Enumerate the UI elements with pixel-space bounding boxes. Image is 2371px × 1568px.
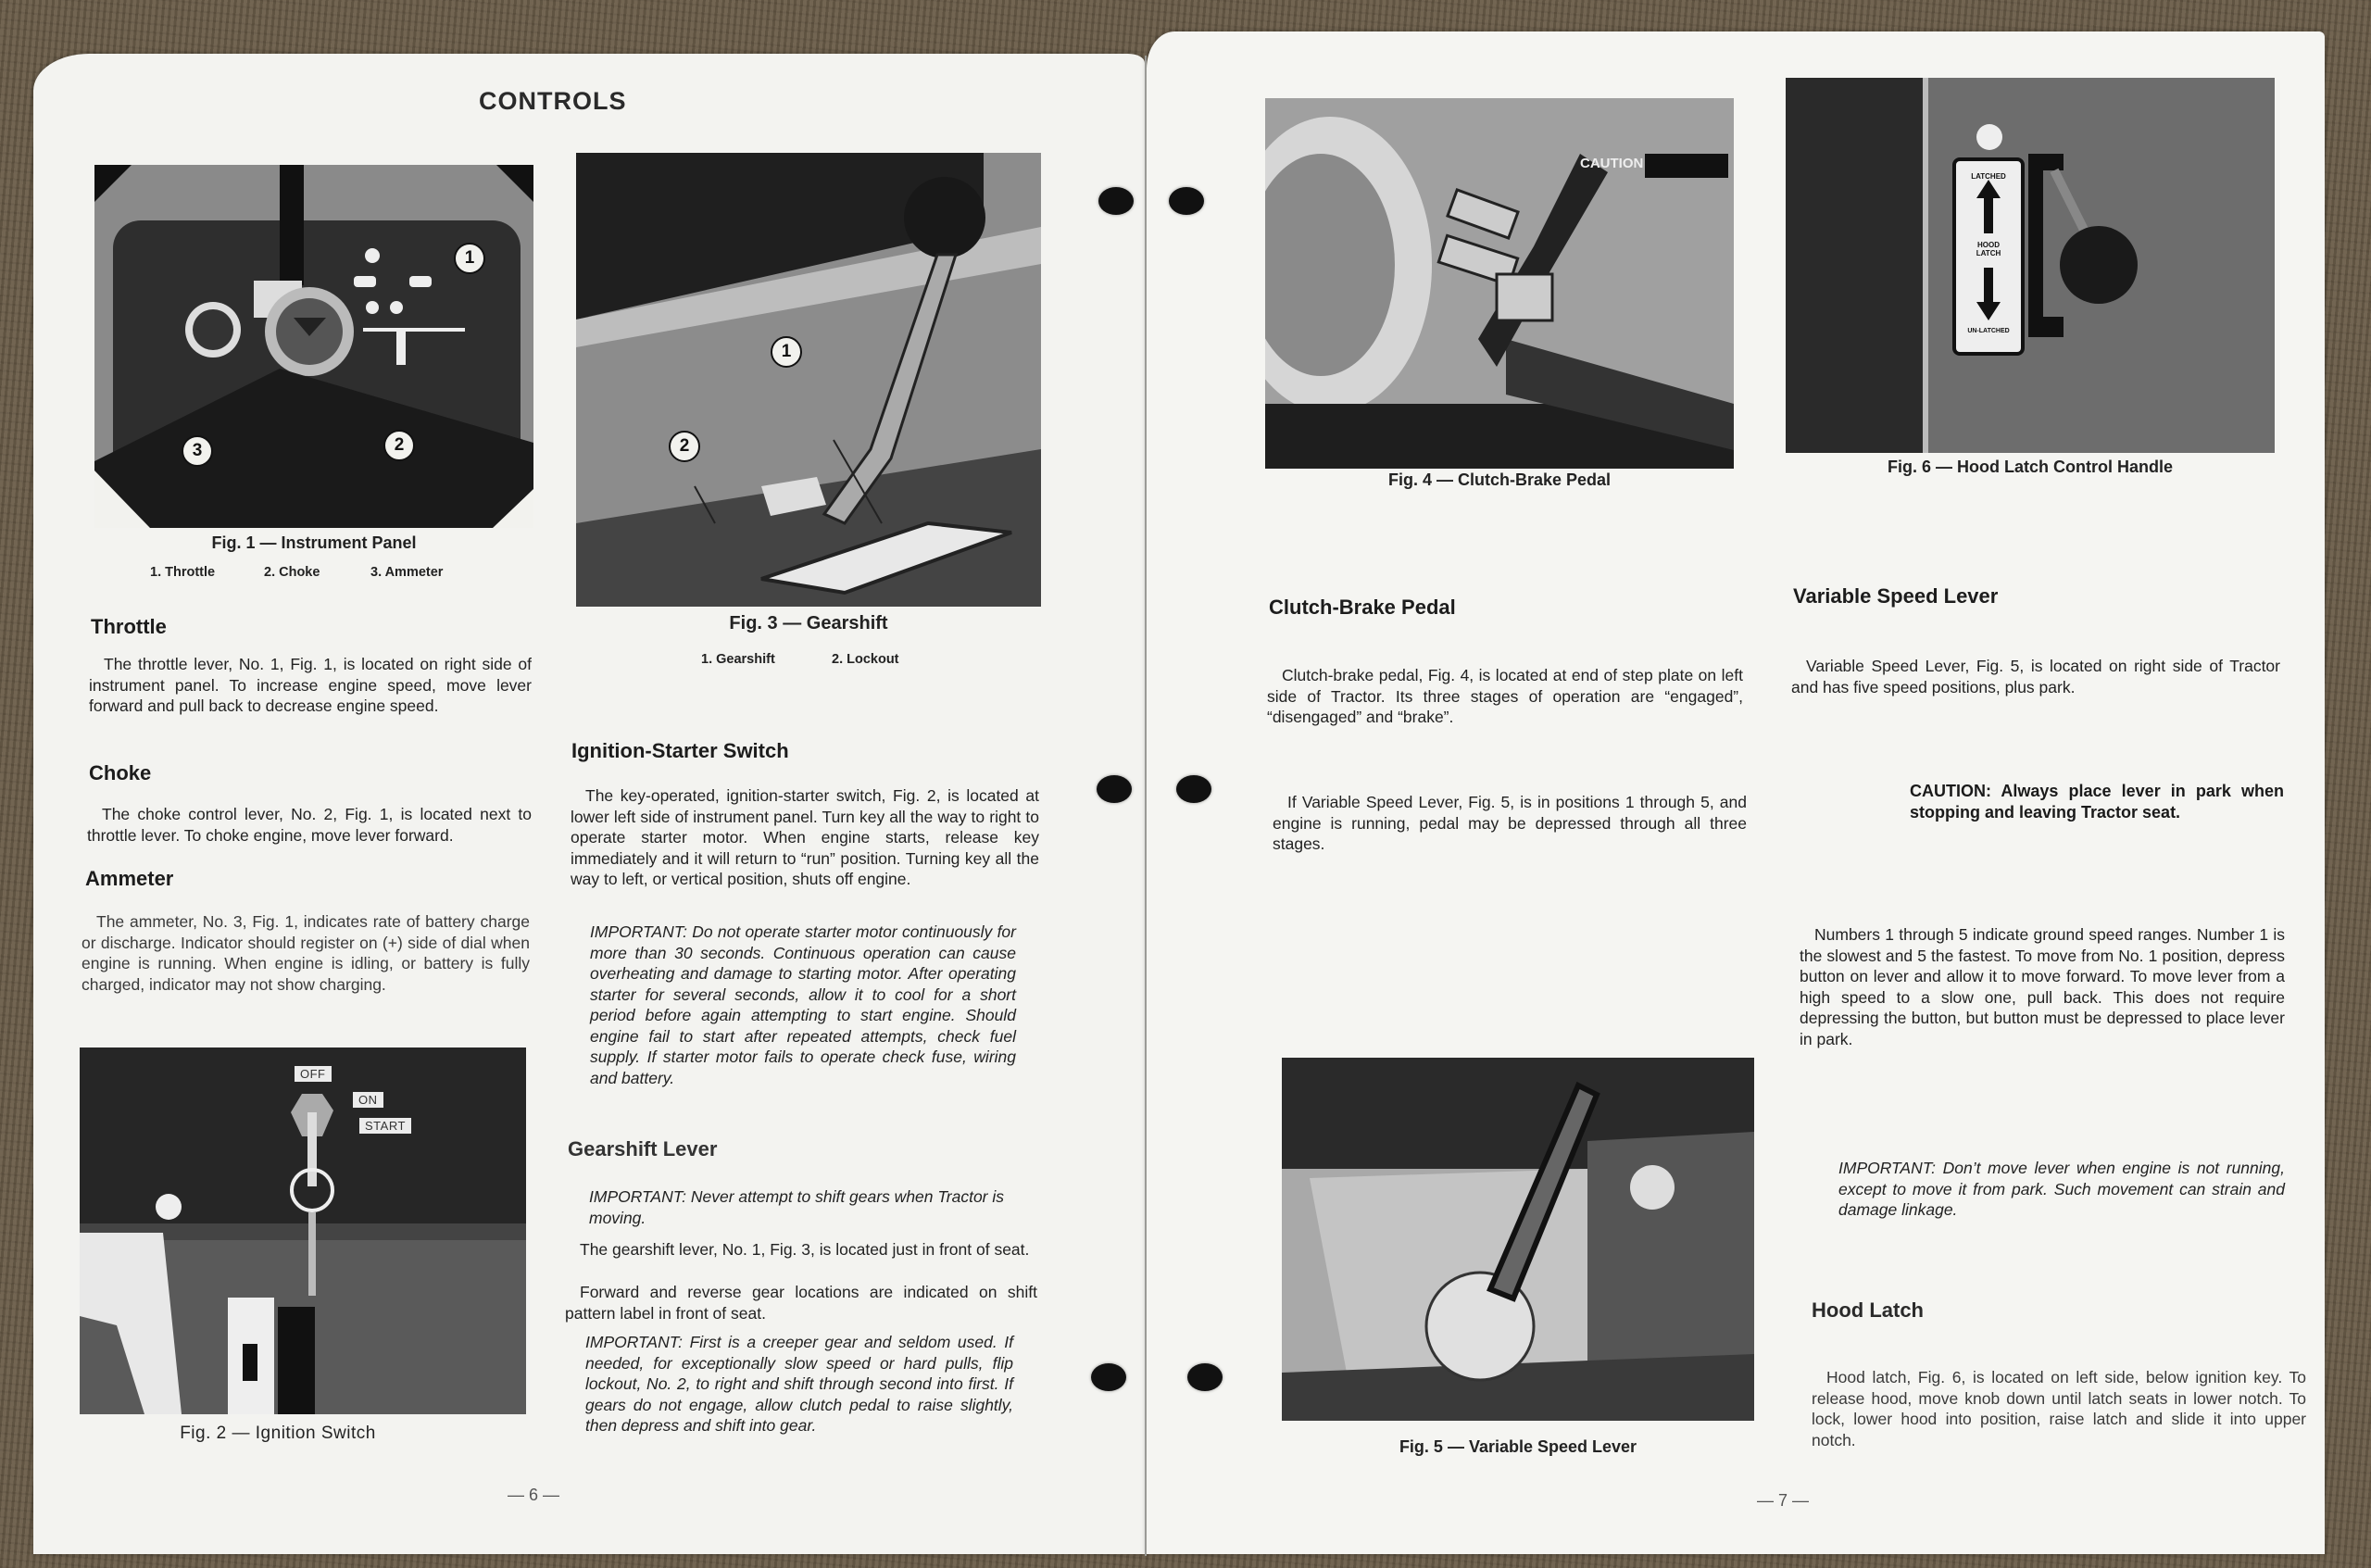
- fig3-gearshift-photo: [576, 153, 1041, 607]
- fig1-legend-3: 3. Ammeter: [370, 565, 444, 580]
- fig5-variable-speed-lever-photo: [1282, 1058, 1754, 1421]
- variable-speed-text-2: Numbers 1 through 5 indicate ground speed ranges. Number 1 is the slowest and 5 the fastest. To move from No. 1 position, depress button on lever and allow it to move forward. To move lever from a high speed to a slow one, pull back. This does not require depressing the button, but button must be depressed to place lever in park.: [1800, 925, 2285, 1048]
- hood-latch-text: Hood latch, Fig. 6, is located on left side, below ignition key. To release hood, move knob down until latch seats in lower notch. To lock, lower hood into position, raise latch and slide it into upper notch.: [1812, 1368, 2306, 1449]
- page-title: CONTROLS: [479, 87, 627, 115]
- gearshift-text-2: Forward and reverse gear locations are indicated on shift pattern label in front of seat.: [565, 1283, 1037, 1323]
- gearshift-important-1: IMPORTANT: Never attempt to shift gears when Tractor is moving.: [589, 1187, 1005, 1227]
- fig3-caption: Fig. 3 — Gearshift: [729, 613, 888, 633]
- punch-hole: [1176, 775, 1211, 803]
- gearshift-heading: Gearshift Lever: [568, 1137, 718, 1160]
- clutch-text-2: If Variable Speed Lever, Fig. 5, is in positions 1 through 5, and engine is running, pedal may be depressed through all three stages.: [1273, 793, 1747, 853]
- gearshift-text-1: The gearshift lever, No. 1, Fig. 3, is located just in front of seat.: [580, 1240, 1030, 1259]
- gearshift-body-2: [565, 1282, 1037, 1323]
- clutch-text-1: Clutch-brake pedal, Fig. 4, is located at end of step plate on left side of Tractor. Its three stages of operation are “engaged”, “disengaged” and “brake”.: [1267, 666, 1743, 726]
- latch-label-unlatched: UN-LATCHED: [1967, 328, 2010, 334]
- fig5-caption: Fig. 5 — Variable Speed Lever: [1399, 1437, 1637, 1456]
- switch-label-on: ON: [353, 1092, 383, 1108]
- punch-hole: [1098, 187, 1134, 215]
- caution-sign-text: CAUTION: [1580, 156, 1644, 171]
- choke-body: [87, 804, 532, 846]
- switch-label-start: START: [359, 1118, 411, 1134]
- fig1-instrument-panel-photo: [94, 165, 533, 528]
- fig1-legend-2: 2. Choke: [264, 565, 320, 580]
- gearshift-important-2: IMPORTANT: First is a creeper gear and seldom used. If needed, for exceptionally slow speed or hard pulls, flip lockout, No. 2, to right and shift through second into first. If gears do not engage, allow clutch pedal to raise slightly, then depress and shift into gear.: [585, 1333, 1013, 1435]
- clutch-body-2: [1273, 792, 1747, 855]
- ignition-switch-illustration: [80, 1047, 526, 1414]
- ammeter-heading: Ammeter: [85, 867, 174, 890]
- fig3-callout-1: 1: [771, 336, 802, 368]
- variable-speed-text-1: Variable Speed Lever, Fig. 5, is located on right side of Tractor and has five speed positions, plus park.: [1791, 657, 2280, 696]
- instrument-panel-illustration: [94, 165, 533, 528]
- fig6-hood-latch-photo: [1786, 78, 2275, 453]
- fig4-clutch-brake-pedal-photo: [1265, 98, 1734, 469]
- ignition-important: IMPORTANT: Do not operate starter motor continuously for more than 30 seconds. Continuous operation can cause overheating and damage to starting motor. After operating starter for several seconds, allow it to cool for a short period before again attempting to start engine. Should engine fail to start after repeated attempts, check fuel supply. If starter motor fails to operate check fuse, wiring and battery.: [590, 922, 1016, 1087]
- ignition-heading: Ignition-Starter Switch: [571, 739, 789, 762]
- throttle-text: The throttle lever, No. 1, Fig. 1, is located on right side of instrument panel. To increase engine speed, move lever forward and pull back to decrease engine speed.: [89, 655, 532, 715]
- punch-hole: [1097, 775, 1132, 803]
- hood-latch-heading: Hood Latch: [1812, 1298, 1924, 1322]
- throttle-body: [89, 654, 532, 717]
- fig2-caption: Fig. 2 — Ignition Switch: [180, 1424, 376, 1443]
- variable-speed-important: IMPORTANT: Don’t move lever when engine is not running, except to move it from park. Such movement can strain and damage linkage.: [1838, 1159, 2285, 1219]
- ignition-body: [571, 785, 1039, 890]
- gearshift-illustration: [576, 153, 1041, 607]
- clutch-pedal-illustration: [1265, 98, 1734, 469]
- switch-label-off: OFF: [295, 1066, 332, 1082]
- variable-speed-body-2: [1800, 924, 2285, 1049]
- variable-speed-body-1: [1791, 656, 2280, 697]
- variable-speed-caution: CAUTION: Always place lever in park when stopping and leaving Tractor seat.: [1910, 782, 2284, 822]
- ignition-text: The key-operated, ignition-starter switch, Fig. 2, is located at lower left side of instrument panel. Turn key all the way to right to operate starter motor. When engine starts, release key immediately and it will return to “run” position. Turning key all the way to left, or vertical position, shuts off engine.: [571, 786, 1039, 888]
- fig4-caption: Fig. 4 — Clutch-Brake Pedal: [1387, 470, 1612, 489]
- fig3-callout-2: 2: [669, 431, 700, 462]
- clutch-heading: Clutch-Brake Pedal: [1269, 596, 1456, 619]
- variable-speed-heading: Variable Speed Lever: [1793, 584, 1999, 608]
- page-number-right: — 7 —: [1757, 1491, 1810, 1510]
- fig1-legend-1: 1. Throttle: [150, 565, 216, 580]
- hood-latch-body: [1812, 1367, 2306, 1450]
- fig3-legend-2: 2. Lockout: [832, 652, 899, 667]
- choke-text: The choke control lever, No. 2, Fig. 1, is located next to throttle lever. To choke engine, move lever forward.: [87, 805, 532, 845]
- latch-label-hood-latch: HOOD LATCH: [1976, 241, 2001, 257]
- fig2-ignition-switch-photo: [80, 1047, 526, 1414]
- choke-heading: Choke: [89, 761, 152, 784]
- gearshift-body-1: [565, 1239, 1037, 1261]
- ammeter-text: The ammeter, No. 3, Fig. 1, indicates rate of battery charge or discharge. Indicator should register on (+) side of dial when engine is running. When engine is idling, or battery is fully charged, indicator may not show charging.: [82, 912, 530, 994]
- binding-spine: [1145, 56, 1147, 1556]
- variable-speed-lever-illustration: [1282, 1058, 1754, 1421]
- ammeter-body: [82, 911, 530, 995]
- throttle-heading: Throttle: [91, 615, 167, 638]
- hood-latch-illustration: [1786, 78, 2275, 453]
- clutch-body-1: [1267, 665, 1743, 728]
- latch-label-latched: LATCHED: [1971, 172, 2006, 181]
- fig1-callout-3: 3: [182, 435, 213, 467]
- fig1-callout-1: 1: [454, 243, 485, 274]
- page-number-left: — 6 —: [508, 1486, 560, 1504]
- punch-hole: [1187, 1363, 1223, 1391]
- punch-hole: [1169, 187, 1204, 215]
- fig1-callout-2: 2: [383, 430, 415, 461]
- fig3-legend-1: 1. Gearshift: [701, 652, 775, 667]
- punch-hole: [1091, 1363, 1126, 1391]
- fig6-caption: Fig. 6 — Hood Latch Control Handle: [1888, 458, 2173, 476]
- fig1-caption: Fig. 1 — Instrument Panel: [211, 533, 417, 552]
